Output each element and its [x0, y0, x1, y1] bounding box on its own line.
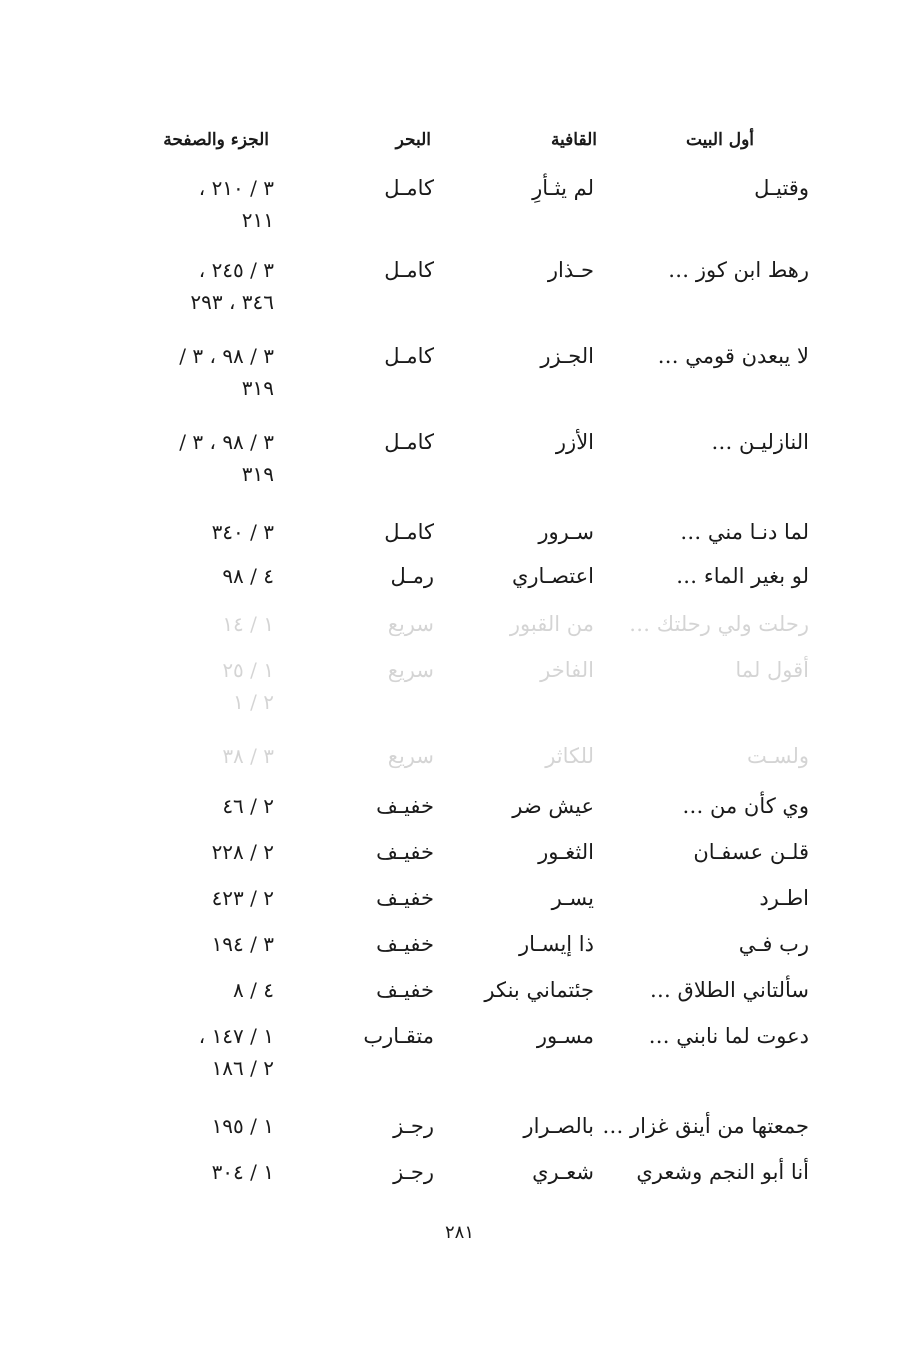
table-row [0, 840, 919, 880]
first-line: سألتاني الطلاق … [649, 978, 809, 1002]
meter: رمـل [390, 564, 434, 588]
rhyme: الثغـور [538, 840, 594, 864]
meter: سريع [387, 744, 434, 768]
meter: خفيـف [376, 932, 434, 956]
first-line: رهط ابن كوز … [668, 258, 809, 282]
part-page: ٤ / ٩٨ [222, 564, 274, 588]
part-page: ٢ / ٤٢٣ [211, 886, 274, 910]
part-page: ٢ / ٢٢٨ [211, 840, 274, 864]
rhyme: جئتماني بنكر [484, 978, 594, 1002]
header-rhyme: القافية [550, 130, 597, 150]
first-line: رب فـي [738, 932, 809, 956]
first-line: اطـرد [759, 886, 809, 910]
rhyme: شعـري [532, 1160, 594, 1184]
first-line: رحلت ولي رحلتك … [629, 612, 809, 636]
page-number: ٢٨١ [444, 1222, 474, 1243]
table-row [0, 978, 919, 1018]
part-page: ٣ / ١٩٤ [211, 932, 274, 956]
part-page-continued: ٢١١ [241, 208, 274, 232]
part-page: ٢ / ٤٦ [222, 794, 274, 818]
rhyme: سـرور [538, 520, 594, 544]
meter: خفيـف [376, 840, 434, 864]
part-page: ٣ / ٣٤٠ [211, 520, 274, 544]
meter: خفيـف [376, 886, 434, 910]
rhyme: بالصـرار [523, 1114, 594, 1138]
rhyme: مسـور [536, 1024, 594, 1048]
meter: كامـل [384, 258, 434, 282]
part-page-continued: ٣٤٦ ، ٢٩٣ [190, 290, 274, 314]
rhyme: الجـزر [540, 344, 594, 368]
meter: كامـل [384, 430, 434, 454]
first-line: وي كأن من … [682, 794, 809, 818]
part-page: ١ / ١٤ [222, 612, 274, 636]
table-row [0, 794, 919, 834]
table-row [0, 344, 919, 400]
rhyme: حـذار [547, 258, 594, 282]
rhyme: يسـر [551, 886, 594, 910]
rhyme: الفاخر [540, 658, 594, 682]
table-header [0, 130, 919, 170]
first-line: ولسـت [746, 744, 809, 768]
part-page: ١ / ٣٠٤ [211, 1160, 274, 1184]
part-page: ٣ / ٩٨ ، ٣ / [179, 430, 274, 454]
first-line: جمعتها من أينق غزار … [602, 1114, 809, 1138]
part-page: ١ / ١٤٧ ، [198, 1024, 274, 1048]
rhyme: ذا إيسـار [519, 932, 594, 956]
meter: سريع [387, 658, 434, 682]
first-line: النازليـن … [711, 430, 809, 454]
meter: متقـارب [363, 1024, 434, 1048]
first-line: أقول لما [735, 658, 809, 682]
table-row [0, 932, 919, 972]
part-page: ١ / ٢٥ [222, 658, 274, 682]
header-first-line: أول البيت [685, 130, 754, 150]
part-page-continued: ٢ / ١ [233, 690, 274, 714]
part-page: ٣ / ٢٤٥ ، [198, 258, 274, 282]
part-page-continued: ٣١٩ [241, 462, 274, 486]
first-line: دعوت لما نابني … [648, 1024, 809, 1048]
rhyme: للكاثر [545, 744, 594, 768]
header-part-page: الجزء والصفحة [163, 130, 269, 150]
first-line: لما دنـا مني … [680, 520, 809, 544]
first-line: قلـن عسفـان [693, 840, 809, 864]
table-row [0, 658, 919, 714]
header-meter: البحر [395, 130, 431, 150]
table-row [0, 1024, 919, 1080]
table-row [0, 258, 919, 314]
part-page-continued: ٢ / ١٨٦ [211, 1056, 274, 1080]
table-row [0, 886, 919, 926]
rhyme: عيش ضر [512, 794, 594, 818]
meter: رجـز [393, 1114, 434, 1138]
part-page: ٣ / ٩٨ ، ٣ / [179, 344, 274, 368]
rhyme: من القبور [509, 612, 594, 636]
table-row [0, 1160, 919, 1200]
part-page: ٣ / ٢١٠ ، [198, 176, 274, 200]
table-row [0, 564, 919, 604]
table-row [0, 612, 919, 652]
first-line: لا يبعدن قومي … [657, 344, 809, 368]
part-page-continued: ٣١٩ [241, 376, 274, 400]
rhyme: الأزر [555, 430, 594, 454]
part-page: ٤ / ٨ [233, 978, 274, 1002]
meter: خفيـف [376, 794, 434, 818]
first-line: وقتيـل [754, 176, 809, 200]
part-page: ١ / ١٩٥ [211, 1114, 274, 1138]
meter: كامـل [384, 176, 434, 200]
meter: خفيـف [376, 978, 434, 1002]
meter: رجـز [393, 1160, 434, 1184]
part-page: ٣ / ٣٨ [222, 744, 274, 768]
table-row [0, 430, 919, 486]
first-line: لو بغير الماء … [676, 564, 809, 588]
rhyme: اعتصـاري [511, 564, 594, 588]
rhyme: لم يثـأرِ [532, 176, 594, 200]
first-line: أنا أبو النجم وشعري [636, 1160, 809, 1184]
meter: كامـل [384, 520, 434, 544]
table-row [0, 520, 919, 560]
meter: كامـل [384, 344, 434, 368]
meter: سريع [387, 612, 434, 636]
table-row [0, 1114, 919, 1154]
table-row [0, 176, 919, 232]
table-row [0, 744, 919, 784]
